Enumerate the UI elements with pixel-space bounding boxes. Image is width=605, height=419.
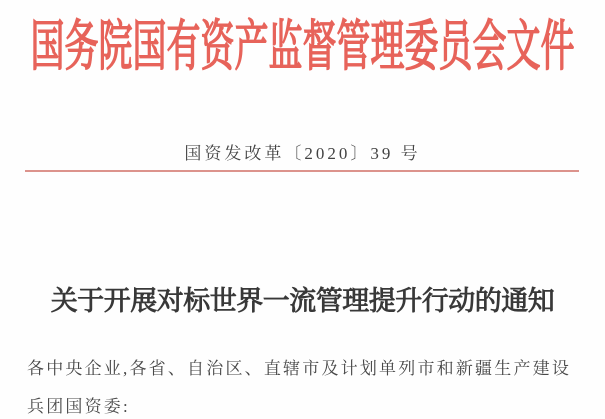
red-divider-line	[25, 170, 579, 172]
document-number: 国资发改革〔2020〕39 号	[184, 144, 421, 163]
document-title: 关于开展对标世界一流管理提升行动的通知	[50, 286, 555, 316]
issuing-authority-title: 国务院国有资产监督管理委员会文件	[30, 17, 575, 78]
salutation-line-2: 兵团国资委:	[27, 397, 130, 416]
red-masthead	[0, 10, 605, 78]
document-body	[27, 350, 581, 419]
salutation-line-1: 各中央企业,各省、自治区、直辖市及计划单列市和新疆生产建设	[27, 359, 572, 378]
